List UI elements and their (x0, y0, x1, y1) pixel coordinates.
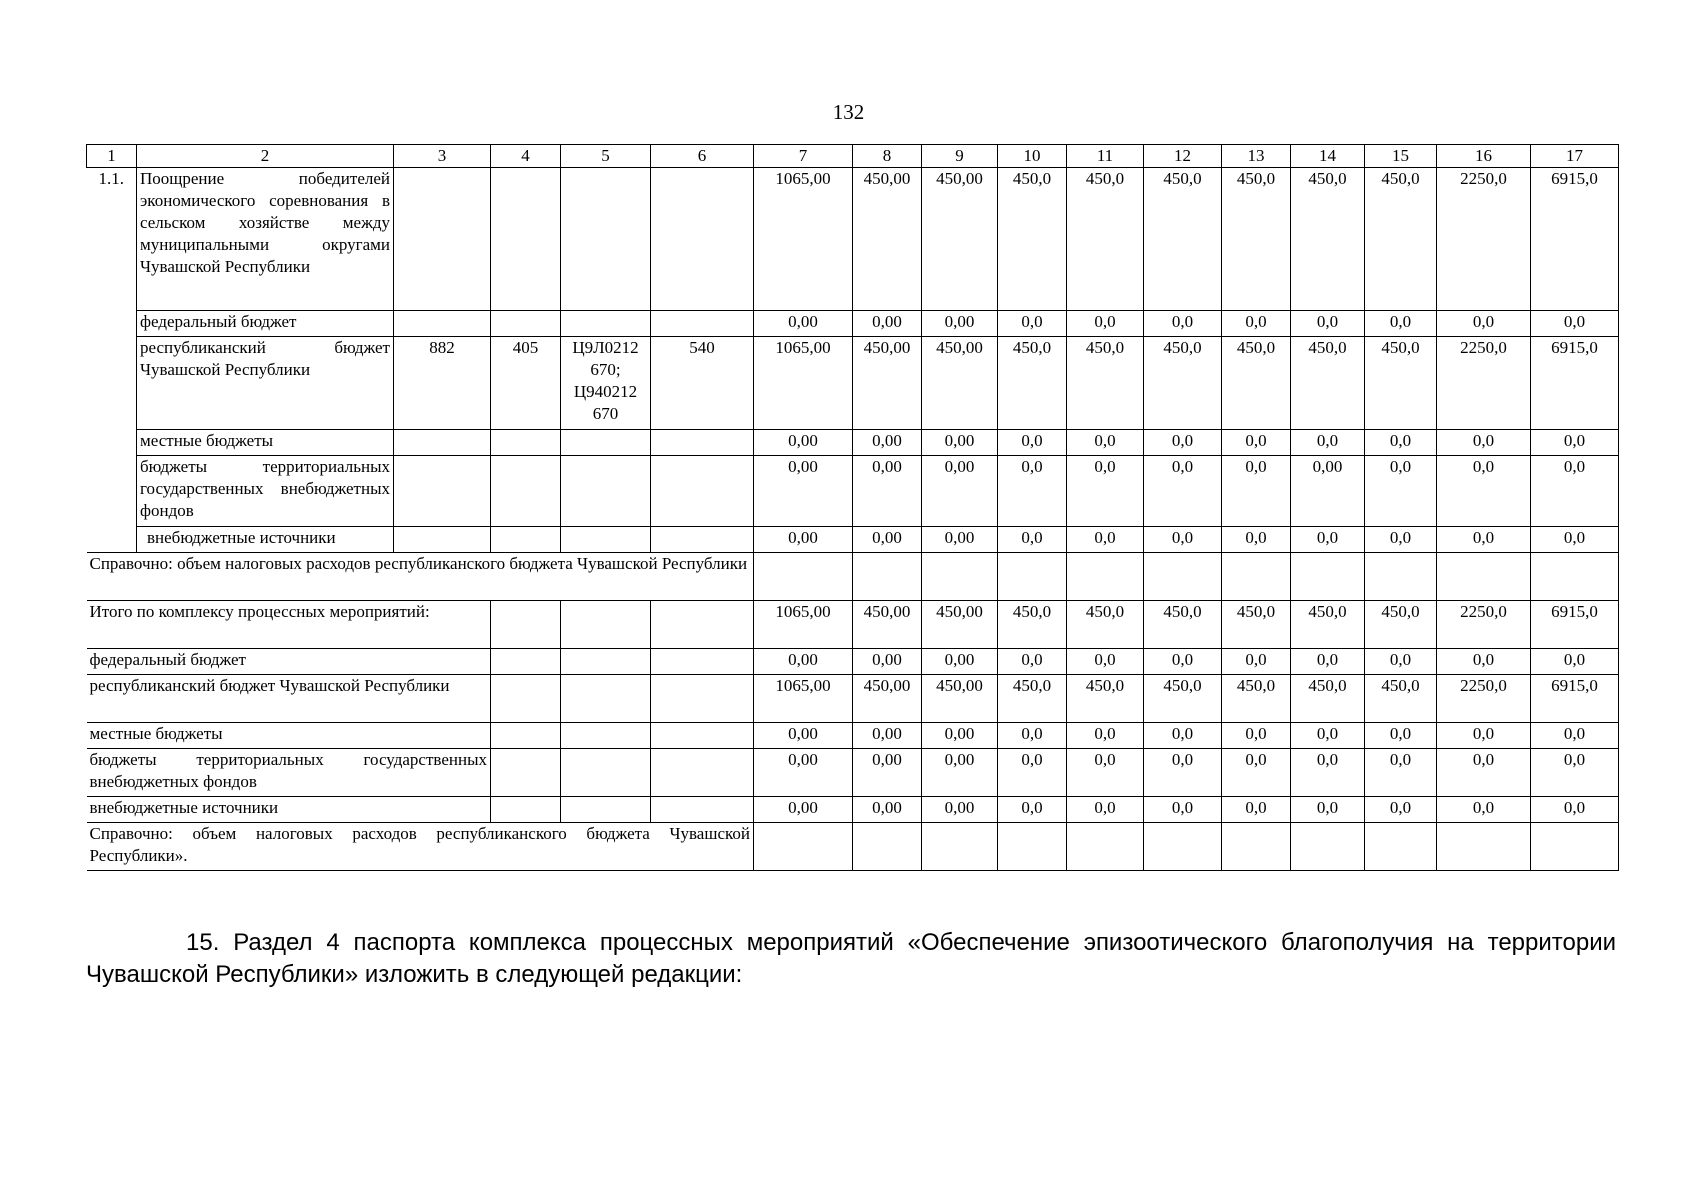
value-cell: 0,0 (1437, 723, 1531, 749)
value-cell: 0,00 (754, 723, 853, 749)
value-cell: 0,00 (853, 311, 922, 337)
value-cell: 0,0 (1144, 527, 1222, 553)
budget-table (86, 144, 1619, 871)
table-row (87, 430, 1619, 456)
value-cell: 0,0 (998, 797, 1067, 823)
value-cell: 0,0 (1531, 797, 1619, 823)
value-cell: 450,0 (998, 675, 1067, 723)
table-cell (491, 723, 561, 749)
value-cell: 0,0 (1144, 797, 1222, 823)
value-cell: 0,0 (1067, 797, 1144, 823)
value-cell: 0,0 (1291, 527, 1365, 553)
value-cell (1222, 553, 1291, 601)
value-cell: 0,0 (1144, 430, 1222, 456)
table-cell (394, 527, 491, 553)
value-cell: 450,00 (922, 601, 998, 649)
value-cell (1531, 823, 1619, 871)
value-cell (1291, 823, 1365, 871)
row-label: внебюджетные источники (87, 797, 491, 823)
value-cell (1437, 553, 1531, 601)
value-cell: 0,00 (853, 797, 922, 823)
value-cell: 450,0 (1222, 675, 1291, 723)
value-cell: 1065,00 (754, 337, 853, 430)
table-cell (491, 168, 561, 311)
value-cell: 0,0 (1291, 430, 1365, 456)
value-cell: 0,00 (754, 311, 853, 337)
table-cell (491, 675, 561, 723)
value-cell (1291, 553, 1365, 601)
table-cell (491, 456, 561, 527)
table-cell: 882 (394, 337, 491, 430)
value-cell: 450,00 (853, 168, 922, 311)
value-cell: 450,0 (1067, 168, 1144, 311)
value-cell: 0,00 (922, 456, 998, 527)
table-cell (651, 797, 754, 823)
table-cell (561, 456, 651, 527)
value-cell (1531, 553, 1619, 601)
page-number: 132 (832, 100, 865, 124)
value-cell: 0,00 (853, 649, 922, 675)
value-cell: 0,00 (1291, 456, 1365, 527)
value-cell (922, 823, 998, 871)
value-cell (922, 553, 998, 601)
value-cell: 0,0 (1067, 311, 1144, 337)
value-cell: 0,00 (922, 749, 998, 797)
value-cell: 0,0 (1291, 311, 1365, 337)
value-cell: 450,0 (1067, 601, 1144, 649)
value-cell: 450,00 (853, 601, 922, 649)
header-cell: 3 (394, 145, 491, 168)
value-cell: 450,0 (1365, 601, 1437, 649)
value-cell: 0,0 (998, 430, 1067, 456)
row-label: местные бюджеты (137, 430, 394, 456)
value-cell: 450,0 (1222, 601, 1291, 649)
value-cell: 0,0 (1144, 649, 1222, 675)
table-cell (491, 797, 561, 823)
value-cell (1365, 823, 1437, 871)
value-cell: 0,0 (1437, 311, 1531, 337)
table-cell (651, 430, 754, 456)
value-cell: 450,0 (1067, 337, 1144, 430)
value-cell: 0,0 (1144, 749, 1222, 797)
value-cell: 450,0 (1365, 337, 1437, 430)
value-cell: 450,00 (922, 675, 998, 723)
value-cell: 0,0 (998, 527, 1067, 553)
row-label: бюджеты территориальных государственных внебюджетных фондов (87, 749, 491, 797)
table-cell: Ц9Л0212 670; Ц940212 670 (561, 337, 651, 430)
table-cell (651, 749, 754, 797)
value-cell: 450,0 (1291, 168, 1365, 311)
header-cell: 2 (137, 145, 394, 168)
value-cell: 0,0 (1291, 797, 1365, 823)
table-row (87, 675, 1619, 723)
value-cell: 0,0 (1291, 649, 1365, 675)
value-cell: 0,0 (1291, 723, 1365, 749)
value-cell: 450,0 (1291, 601, 1365, 649)
table-row (87, 168, 1619, 311)
table-cell (561, 430, 651, 456)
value-cell: 0,0 (1531, 649, 1619, 675)
value-cell: 0,0 (1531, 749, 1619, 797)
value-cell: 0,0 (1531, 723, 1619, 749)
value-cell: 0,00 (853, 430, 922, 456)
table-cell: 540 (651, 337, 754, 430)
table-row (87, 723, 1619, 749)
value-cell: 0,00 (922, 311, 998, 337)
reference-note: Справочно: объем налоговых расходов республиканского бюджета Чувашской Республики». (87, 823, 754, 871)
value-cell: 450,00 (922, 337, 998, 430)
table-cell (394, 168, 491, 311)
value-cell: 450,0 (998, 337, 1067, 430)
value-cell: 0,0 (1144, 723, 1222, 749)
value-cell: 450,0 (1291, 675, 1365, 723)
value-cell: 0,0 (1365, 311, 1437, 337)
value-cell: 0,0 (1222, 456, 1291, 527)
value-cell: 0,0 (1365, 649, 1437, 675)
table-cell (561, 723, 651, 749)
table-cell (491, 649, 561, 675)
value-cell: 0,0 (1437, 430, 1531, 456)
table-cell (561, 311, 651, 337)
value-cell: 0,0 (1067, 649, 1144, 675)
value-cell: 0,00 (922, 649, 998, 675)
value-cell: 0,0 (1222, 723, 1291, 749)
value-cell: 1065,00 (754, 168, 853, 311)
value-cell: 450,0 (1144, 675, 1222, 723)
value-cell: 450,00 (922, 168, 998, 311)
header-cell: 12 (1144, 145, 1222, 168)
table-cell (394, 456, 491, 527)
header-cell: 7 (754, 145, 853, 168)
value-cell: 0,0 (1531, 456, 1619, 527)
value-cell: 0,00 (754, 430, 853, 456)
value-cell: 0,00 (922, 797, 998, 823)
value-cell (1144, 823, 1222, 871)
value-cell: 2250,0 (1437, 168, 1531, 311)
value-cell: 0,0 (1067, 527, 1144, 553)
reference-note: Справочно: объем налоговых расходов республиканского бюджета Чувашской Республики (87, 553, 754, 601)
table-row (87, 823, 1619, 871)
table-cell (651, 601, 754, 649)
row-label: федеральный бюджет (137, 311, 394, 337)
value-cell: 0,0 (1222, 430, 1291, 456)
value-cell: 450,0 (1365, 675, 1437, 723)
value-cell: 6915,0 (1531, 675, 1619, 723)
header-cell: 8 (853, 145, 922, 168)
value-cell (1144, 553, 1222, 601)
table-row (87, 749, 1619, 797)
value-cell: 0,0 (1531, 311, 1619, 337)
header-cell: 5 (561, 145, 651, 168)
table-row (87, 649, 1619, 675)
value-cell: 0,00 (922, 527, 998, 553)
header-cell: 16 (1437, 145, 1531, 168)
value-cell: 0,0 (998, 649, 1067, 675)
table-cell (651, 675, 754, 723)
header-cell: 11 (1067, 145, 1144, 168)
body-paragraph: 15. Раздел 4 паспорта комплекса процессных мероприятий «Обеспечение эпизоотического благополучия на территории Чувашской Республики» изложить в следующей редакции: (86, 929, 1616, 988)
table-cell (87, 456, 137, 527)
table-cell (87, 311, 137, 337)
table-cell (561, 601, 651, 649)
table-cell (561, 675, 651, 723)
value-cell: 0,0 (1222, 527, 1291, 553)
value-cell: 0,00 (853, 527, 922, 553)
value-cell (998, 553, 1067, 601)
table-cell (651, 723, 754, 749)
value-cell: 2250,0 (1437, 601, 1531, 649)
table-cell (651, 168, 754, 311)
value-cell (853, 553, 922, 601)
table-cell (561, 797, 651, 823)
value-cell (1067, 823, 1144, 871)
table-row (87, 337, 1619, 430)
value-cell: 0,00 (754, 649, 853, 675)
value-cell: 6915,0 (1531, 601, 1619, 649)
table-row (87, 311, 1619, 337)
row-label: республиканский бюджет Чувашской Республики (137, 337, 394, 430)
table-cell (87, 527, 137, 553)
table-cell (491, 601, 561, 649)
value-cell: 0,0 (1067, 723, 1144, 749)
value-cell: 450,0 (998, 601, 1067, 649)
table-cell (87, 337, 137, 430)
value-cell: 0,0 (998, 456, 1067, 527)
value-cell: 0,0 (1365, 723, 1437, 749)
header-cell: 13 (1222, 145, 1291, 168)
value-cell: 0,00 (754, 527, 853, 553)
value-cell: 0,0 (1067, 456, 1144, 527)
header-cell: 4 (491, 145, 561, 168)
value-cell: 450,00 (853, 675, 922, 723)
value-cell: 2250,0 (1437, 675, 1531, 723)
value-cell: 0,0 (1365, 527, 1437, 553)
value-cell: 0,0 (1144, 456, 1222, 527)
table-cell (561, 749, 651, 797)
header-cell: 15 (1365, 145, 1437, 168)
value-cell (754, 553, 853, 601)
value-cell: 450,0 (1291, 337, 1365, 430)
table-cell: 405 (491, 337, 561, 430)
table-row (87, 601, 1619, 649)
value-cell: 1065,00 (754, 675, 853, 723)
table-cell (87, 430, 137, 456)
row-label: республиканский бюджет Чувашской Республики (87, 675, 491, 723)
header-cell: 9 (922, 145, 998, 168)
value-cell: 450,0 (1365, 168, 1437, 311)
table-cell (651, 311, 754, 337)
value-cell (1222, 823, 1291, 871)
value-cell: 0,0 (998, 749, 1067, 797)
value-cell: 450,0 (1144, 601, 1222, 649)
header-cell: 14 (1291, 145, 1365, 168)
value-cell (1437, 823, 1531, 871)
value-cell: 2250,0 (1437, 337, 1531, 430)
table-cell (394, 311, 491, 337)
value-cell (998, 823, 1067, 871)
value-cell: 0,0 (1437, 797, 1531, 823)
value-cell: 0,0 (1365, 456, 1437, 527)
row-label: федеральный бюджет (87, 649, 491, 675)
row-label: бюджеты территориальных государственных внебюджетных фондов (137, 456, 394, 527)
table-row (87, 527, 1619, 553)
value-cell: 0,0 (1365, 430, 1437, 456)
row-label: Итого по комплексу процессных мероприятий: (87, 601, 491, 649)
value-cell (1067, 553, 1144, 601)
table-cell (491, 430, 561, 456)
value-cell: 0,0 (1365, 797, 1437, 823)
value-cell: 0,0 (1437, 749, 1531, 797)
value-cell: 0,00 (754, 797, 853, 823)
value-cell (754, 823, 853, 871)
header-cell: 1 (87, 145, 137, 168)
table-row (87, 553, 1619, 601)
table-cell (561, 168, 651, 311)
value-cell: 0,0 (1222, 749, 1291, 797)
row-label: внебюджетные источники (137, 527, 394, 553)
value-cell: 6915,0 (1531, 337, 1619, 430)
value-cell: 450,0 (1222, 337, 1291, 430)
table-cell (491, 749, 561, 797)
table-cell (651, 456, 754, 527)
header-cell: 17 (1531, 145, 1619, 168)
value-cell: 0,00 (853, 749, 922, 797)
header-row (87, 145, 1619, 168)
value-cell: 0,0 (1222, 649, 1291, 675)
value-cell: 450,0 (1067, 675, 1144, 723)
value-cell: 0,00 (922, 430, 998, 456)
value-cell: 0,00 (853, 456, 922, 527)
header-cell: 10 (998, 145, 1067, 168)
value-cell: 0,0 (1531, 527, 1619, 553)
value-cell: 0,0 (1437, 456, 1531, 527)
header-cell: 6 (651, 145, 754, 168)
table-cell (561, 527, 651, 553)
value-cell: 0,0 (1067, 749, 1144, 797)
value-cell: 0,0 (1222, 797, 1291, 823)
row-label: местные бюджеты (87, 723, 491, 749)
value-cell: 450,0 (1144, 337, 1222, 430)
value-cell: 450,00 (853, 337, 922, 430)
table-cell (491, 311, 561, 337)
value-cell: 0,0 (998, 311, 1067, 337)
table-cell (561, 649, 651, 675)
value-cell: 450,0 (998, 168, 1067, 311)
value-cell: 0,0 (1222, 311, 1291, 337)
value-cell: 0,00 (754, 749, 853, 797)
value-cell: 0,0 (1144, 311, 1222, 337)
event-number: 1.1. (87, 168, 137, 311)
table-cell (651, 649, 754, 675)
value-cell: 0,0 (1365, 749, 1437, 797)
value-cell: 0,0 (1437, 527, 1531, 553)
value-cell: 450,0 (1144, 168, 1222, 311)
value-cell: 0,0 (1437, 649, 1531, 675)
table-cell (651, 527, 754, 553)
table-row (87, 797, 1619, 823)
value-cell: 450,0 (1222, 168, 1291, 311)
value-cell: 0,00 (754, 456, 853, 527)
value-cell: 1065,00 (754, 601, 853, 649)
value-cell: 0,00 (922, 723, 998, 749)
value-cell: 0,0 (1291, 749, 1365, 797)
value-cell: 0,0 (1531, 430, 1619, 456)
table-cell (491, 527, 561, 553)
value-cell: 0,00 (853, 723, 922, 749)
value-cell (853, 823, 922, 871)
value-cell (1365, 553, 1437, 601)
value-cell: 0,0 (1067, 430, 1144, 456)
table-row (87, 456, 1619, 527)
value-cell: 0,0 (998, 723, 1067, 749)
value-cell: 6915,0 (1531, 168, 1619, 311)
row-label: Поощрение победителей экономического соревнования в сельском хозяйстве между муниципальными округами Чувашской Республики (137, 168, 394, 311)
table-cell (394, 430, 491, 456)
